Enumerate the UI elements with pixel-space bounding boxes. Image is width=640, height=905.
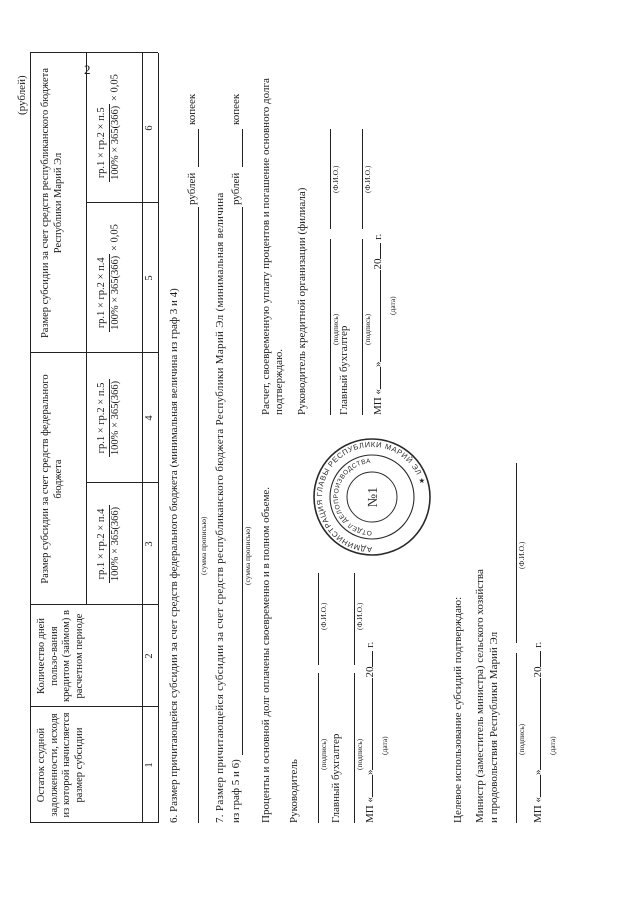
right-head-fio-caption: (Ф.И.О.)	[331, 165, 340, 193]
left-head-fio-caption: (Ф.И.О.)	[319, 602, 328, 630]
right-statement-1: Расчет, своевременную уплату процентов и погашение основного долга	[260, 78, 272, 415]
svg-text:№1: №1	[366, 486, 381, 508]
ministry-fio-caption: (Ф.И.О.)	[517, 541, 526, 569]
item6-caption: (сумма прописью)	[199, 516, 208, 575]
right-head-label: Руководитель кредитной организации (филиала)	[296, 187, 308, 415]
item6-text: 6. Размер причитающейся субсидии за счет средств федерального бюджета (минимальная величина из граф 3 и 4)	[168, 288, 180, 823]
col-number-1: 1	[144, 762, 155, 768]
item7-rub: рублей	[230, 172, 242, 205]
col-number-4: 4	[144, 415, 155, 421]
header-federal: Размер субсидии за счет средств федерального бюджета	[40, 374, 64, 584]
formula-col3: гр.1 × гр.2 × п.4 100% × 365(366)	[96, 506, 121, 582]
formula-col4: гр.1 × гр.2 × п.5 100% × 365(366)	[96, 380, 121, 456]
right-date-caption: (дата)	[388, 296, 397, 315]
left-acc-fio-caption: (Ф.И.О.)	[355, 602, 364, 630]
ministry-minister-1: Министр (заместитель министра) сельского хозяйства	[474, 569, 486, 823]
ministry-confirm: Целевое использование субсидий подтверждаю:	[452, 596, 464, 823]
header-balance: Остаток ссудной задолженности, исходя из которой начисляется размер субсидии	[36, 712, 85, 818]
left-statement: Проценты и основной долг оплачены своевременно и в полном объеме.	[260, 486, 272, 823]
left-date-caption: (дата)	[380, 736, 389, 755]
col-number-5: 5	[144, 275, 155, 281]
left-head-sign-caption: (подпись)	[319, 738, 328, 770]
svg-text:ОТДЕЛ ДЕЛОПРОИЗВОДСТВА: ОТДЕЛ ДЕЛОПРОИЗВОДСТВА	[332, 457, 373, 537]
page-number: 2	[84, 62, 91, 77]
item6-kop: копеек	[186, 93, 198, 125]
item7-caption: (сумма прописью)	[243, 526, 252, 585]
col-number-3: 3	[144, 541, 155, 547]
left-acc-sign-caption: (подпись)	[355, 738, 364, 770]
left-accountant-label: Главный бухгалтер	[330, 733, 342, 823]
item6-rub: рублей	[186, 172, 198, 205]
right-acc-fio-caption: (Ф.И.О.)	[363, 165, 372, 193]
official-stamp	[312, 437, 432, 557]
header-republican: Размер субсидии за счет средств республиканского бюджета Республики Марий Эл	[40, 67, 64, 339]
left-mp-date: МП «»20 г.	[364, 641, 376, 823]
col-number-2: 2	[144, 653, 155, 659]
left-head-label: Руководитель	[288, 759, 300, 823]
svg-text:АДМИНИСТРАЦИЯ ГЛАВЫ РЕСПУБЛИКИ: АДМИНИСТРАЦИЯ ГЛАВЫ РЕСПУБЛИКИ МАРИЙ ЭЛ ★	[314, 439, 428, 555]
right-statement-2: подтверждаю.	[273, 348, 285, 415]
right-accountant-label: Главный бухгалтер	[338, 325, 350, 415]
ministry-sign-caption: (подпись)	[517, 723, 526, 755]
formula-col5: гр.1 × гр.2 × п.4 100% × 365(366) × 0,05	[96, 224, 121, 330]
header-days: Количество дней пользо-вания кредитом (займом) в расчетном периоде	[36, 610, 85, 702]
ministry-minister-2: и продовольствия Республики Марий Эл	[488, 631, 500, 823]
right-acc-sign-caption: (подпись)	[363, 313, 372, 345]
units-label: (рублей)	[16, 75, 28, 115]
ministry-date-caption: (дата)	[548, 736, 557, 755]
col-number-6: 6	[144, 125, 155, 131]
item7-kop: копеек	[230, 93, 242, 125]
ministry-mp-date: МП «»20 г.	[532, 641, 544, 823]
right-head-sign-caption: (подпись)	[331, 313, 340, 345]
item7-line2: из граф 5 и 6)	[230, 759, 242, 823]
right-mp-date: МП «»20 г.	[372, 233, 384, 415]
formula-col6: гр.1 × гр.2 × п.5 100% × 365(366) × 0,05	[96, 74, 121, 180]
item7-line1: 7. Размер причитающейся субсидии за счет средств республиканского бюджета Республики Марий Эл (минимальная величина	[214, 192, 226, 823]
